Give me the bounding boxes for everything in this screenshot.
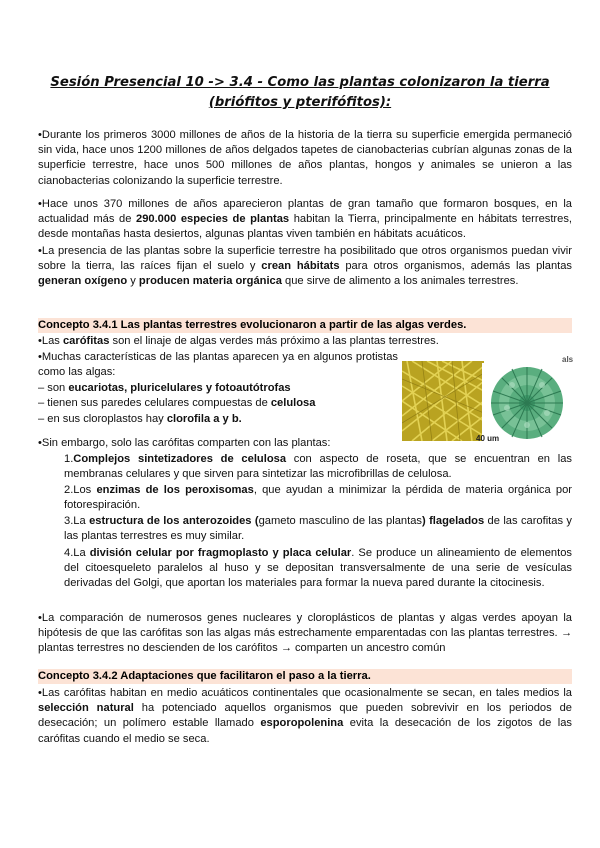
concept-1-item-3: 3.La estructura de los anterozoides (gameto masculino de las plantas) flagelados de las carofitas y las plantas terrestres es muy similar. (64, 515, 572, 543)
concept-1-item-2: 2.Los enzimas de los peroxisomas, que ayudan a minimizar la pérdida de materia orgánica por fotorespiración. (64, 484, 572, 512)
concept-1-line-comparacion: •La comparación de numerosos genes nucleares y cloroplásticos de plantas y algas verdes apoyan la hipótesis de que las carófitas son las algas más estrechamente emparentadas con las plantas terrestres. → plantas terrestres no descienden de los carófitos → comparten un ancestro común (38, 612, 572, 655)
concept-1-line-sin-embargo: •Sin embargo, solo las carófitas comparten con las plantas: (38, 437, 331, 449)
intro-paragraph-2: •Hace unos 370 millones de años aparecieron plantas de gran tamaño que formaron bosques, en la actualidad más de 290.000 especies de plantas habitan la Tierra, principalmente en hábitats terrestres, desde montañas hasta desiertos, algunas plantas viven también en hábitats acuáticos. (38, 198, 573, 241)
green-alga-image (482, 363, 572, 441)
page-title-line-2: (briófitos y pterifófitos): (208, 95, 392, 110)
alga-svg (482, 363, 572, 441)
concept-1-line-carofitas: •Las carófitas son el linaje de algas verdes más próximo a las plantas terrestres. (38, 335, 439, 347)
concept-1-heading: Concepto 3.4.1 Las plantas terrestres evolucionaron a partir de las algas verdes. (38, 318, 572, 333)
fibers-svg (402, 361, 484, 441)
concept-1-list-celulosa: – tienen sus paredes celulares compuestas de celulosa (38, 397, 316, 409)
cellulose-fibers-image (402, 361, 484, 441)
figure-label-top: als (562, 355, 574, 364)
intro-paragraph-1: •Durante los primeros 3000 millones de años de la historia de la tierra su superficie emergida permaneció sin vida, hace unos 1200 millones de años delgados tapetes de cianobacterias cubrían algunas zonas de la superficie terrestre, hace unos 500 millones de años plantas, hongos y animales se unieron a las cianobacterias colonizando la superficie terrestre. (38, 129, 572, 187)
concept-1-item-1: 1.Complejos sintetizadores de celulosa con aspecto de roseta, que se encuentran en las membranas celulares y que sirven para sintetizar las microfibrillas de celulosa. (64, 453, 572, 481)
concept-1-line-caracteristicas: •Muchas características de las plantas aparecen ya en algunos protistas como las algas: (38, 351, 398, 379)
concept-1-item-4: 4.La división celular por fragmoplasto y placa celular. Se produce un alineamiento de elementos del citoesqueleto paralelos al huso y se depositan transversalmente de una serie de vesículas derivadas del Golgi, que aportan los materiales para formar la nueva pared durante la citocinesis. (64, 547, 572, 590)
concept-2-heading: Concepto 3.4.2 Adaptaciones que facilitaron el paso a la tierra. (38, 669, 572, 684)
concept-2-paragraph: •Las carófitas habitan en medio acuáticos continentales que ocasionalmente se secan, en tales medios la selección natural ha potenciado aquellos organismos que pueden sobrevivir en los periodos de desecación; un polímero estable llamado esporopolenina evita la desecación de los zigotos de las carófitas cuando el medio se seca. (38, 687, 572, 745)
page-title-line-1: Sesión Presencial 10 -> 3.4 - Como las plantas colonizaron la tierra (50, 75, 550, 90)
intro-paragraph-3: •La presencia de las plantas sobre la superficie terrestre ha posibilitado que otros organismos puedan vivir sobre la tierra, las raíces fijan el suelo y crean hábitats para otros organismos, además las plantas generan oxígeno y producen materia orgánica que sirve de alimento a los animales terrestres. (38, 245, 572, 288)
algae-figure (402, 355, 572, 443)
figure-scale-label: 40 um (476, 434, 500, 443)
concept-1-list-eucariotas: – son eucariotas, pluricelulares y fotoautótrofas (38, 382, 291, 394)
concept-1-list-clorofila: – en sus cloroplastos hay clorofila a y b. (38, 413, 242, 425)
